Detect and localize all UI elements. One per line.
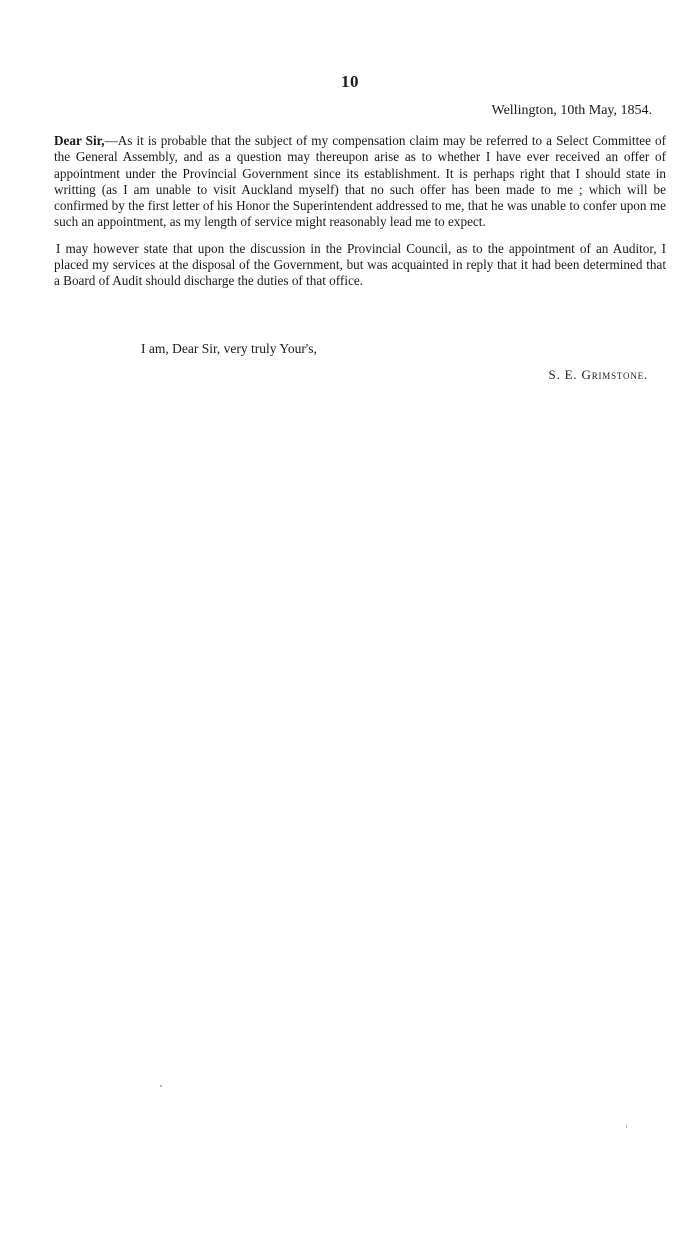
paragraph-2: I may however state that upon the discussion in the Provincial Council, as to the appointment of an Auditor, I placed my services at the disposal of the Government, but was acquainted in reply that it had been determined that a Board of Audit should discharge the duties of that office. [54,240,666,289]
letter-body [54,133,666,300]
paragraph-1-text: —As it is probable that the subject of my compensation claim may be referred to a Select Committee of the General Assembly, and as a question may thereupon arise as to whether I have ever received an offer of appointment under the Provincial Government since its establishment. It is perhaps right that I should state in writting (as I am unable to visit Auckland myself) that no such offer has been made to me ; which will be confirmed by the first letter of his Honor the Superintendent addressed to me, that he was unable to confer upon me such an appointment, as my length of service might reasonably lead me to expect. [54,133,666,230]
signature [549,367,648,383]
salutation: Dear Sir, [54,133,105,148]
signature-name: S. E. Grimstone. [548,367,648,382]
scan-speck [160,1085,162,1087]
paragraph-1 [54,133,666,231]
scan-speck [626,1125,627,1128]
page-number: 10 [341,72,359,91]
closing-line: I am, Dear Sir, very truly Your's, [141,341,317,356]
dateline: Wellington, 10th May, 1854. [491,103,652,118]
